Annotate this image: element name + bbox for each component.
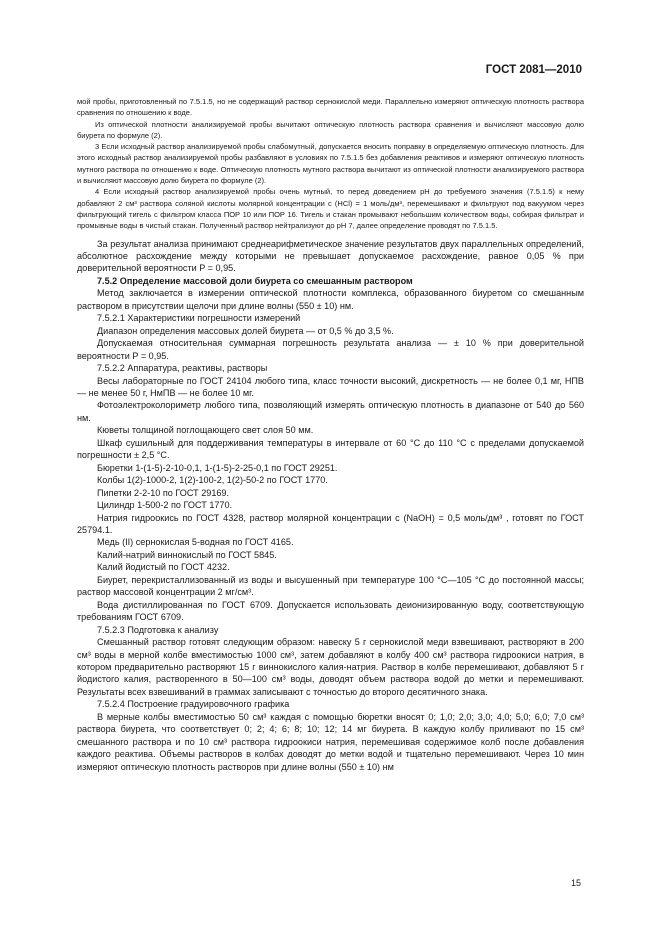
subsection-heading: 7.5.2.2 Аппаратура, реактивы, растворы	[97, 363, 268, 374]
paragraph: Колбы 1(2)-1000-2, 1(2)-100-2, 1(2)-50-2 по ГОСТ 1770.	[97, 475, 328, 486]
paragraph: За результат анализа принимают среднеарифметическое значение результатов двух параллельных определений, абсолютное расхождение между которыми не превышает допускаемое расхождение, равное 0,05 % при доверительной вероятности P = 0,95.	[77, 238, 584, 274]
paragraph: Метод заключается в измерении оптической плотности комплекса, образованного биуретом со смешанным раствором в присутствии щелочи при длине волны (550 ± 10) нм.	[77, 288, 584, 311]
page-number: 15	[570, 878, 581, 888]
paragraph: Фотоэлектроколориметр любого типа, позволяющий измерять оптическую плотность в диапазоне от 540 до 560 нм.	[77, 400, 584, 423]
note-paragraph: мой пробы, приготовленный по 7.5.1.5, но не содержащий раствор сернокислой меди. Параллельно измеряют оптическую плотность раствора сравнения по отношению к воде.	[77, 97, 584, 118]
paragraph: В мерные колбы вместимостью 50 см³ каждая с помощью бюретки вносят 0; 1,0; 2,0; 3,0; 4,0; 5,0; 6,0; 7,0 см³ раствора биурета, что соответствует 0; 2; 4; 6; 8; 10; 12; 14 мг биурета. В каждую колбу приливают по 15 см³ смешанного раствора и по 10 см³ раствора гидроокиси натрия, перемешивая содержимое колб после добавления каждого реактива. Объемы растворов в колбах доводят до метки водой и тщательно перемешивают. Через 10 мин измеряют оптическую плотность растворов при длине волны (550 ± 10) нм	[77, 711, 584, 772]
subsection-heading: 7.5.2.4 Построение градуировочного графика	[97, 699, 290, 710]
paragraph: Допускаемая относительная суммарная погрешность результата анализа — ± 10 % при доверительной вероятности P = 0,95.	[77, 338, 584, 361]
subsection-heading: 7.5.2.3 Подготовка к анализу	[97, 624, 219, 635]
note-paragraph: 4 Если исходный раствор анализируемой пробы очень мутный, то перед доведением pH до требуемого значения (7.5.1.5) к нему добавляют 2 см³ раствора соляной кислоты молярной концентрации c (HCl) = 1 моль/дм³, перемешивают и фильтруют под вакуумом через фильтрующий тигель с фильтром класса ПОР 10 или ПОР 16. Тигель и стакан промывают небольшим количеством воды, собирая фильтрат и промывные воды в чистый стакан. Полученный раствор нейтрализуют до pH 7, далее определение проводят по 7.5.1.5.	[77, 187, 584, 231]
note-paragraph: Из оптической плотности анализируемой пробы вычитают оптическую плотность раствора сравнения и вычисляют массовую долю биурета по формуле (2).	[77, 119, 584, 140]
paragraph: Кюветы толщиной поглощающего свет слоя 50 мм.	[97, 425, 314, 436]
paragraph: Весы лабораторные по ГОСТ 24104 любого типа, класс точности высокий, дискретность — не более 0,1 мг, НПВ — не менее 50 г, НмПВ — не более 10 мг.	[77, 375, 584, 398]
paragraph: Смешанный раствор готовят следующим образом: навеску 5 г сернокислой меди взвешивают, растворяют в 200 см³ воды в мерной колбе вместимостью 1000 см³, затем добавляют в колбу 400 см³ раствора гидроокиси натрия, в котором предварительно растворяют 15 г виннокислого калия-натрия. Раствор в колбе перемешивают, добавляют 5 г йодистого калия, растворенного в 50—100 см³ воды, доводят объем раствора водой до метки и перемешивают. Результаты всех взвешиваний в граммах записывают с точностью до второго десятичного знака.	[77, 637, 584, 697]
paragraph: Вода дистиллированная по ГОСТ 6709. Допускается использовать деионизированную воду, соответствующую требованиям ГОСТ 6709.	[77, 599, 584, 623]
paragraph: Пипетки 2-2-10 по ГОСТ 29169.	[97, 487, 230, 498]
document-header: ГОСТ 2081—2010	[485, 64, 582, 76]
paragraph: Бюретки 1-(1-5)-2-10-0,1, 1-(1-5)-2-25-0,1 по ГОСТ 29251.	[97, 462, 338, 473]
paragraph: Натрия гидроокись по ГОСТ 4328, раствор молярной концентрации c (NaOH) = 0,5 моль/дм³ , готовят по ГОСТ 25794.1.	[77, 512, 584, 535]
section-heading: 7.5.2 Определение массовой доли биурета со смешанным раствором	[97, 275, 413, 286]
main-text	[77, 238, 584, 773]
paragraph: Калий йодистый по ГОСТ 4232.	[97, 562, 230, 573]
subsection-heading: 7.5.2.1 Характеристики погрешности измерений	[97, 313, 301, 324]
notes-block	[77, 96, 584, 232]
page-content	[77, 96, 584, 773]
paragraph: Калий-натрий виннокислый по ГОСТ 5845.	[97, 549, 277, 560]
paragraph: Медь (II) сернокислая 5-водная по ГОСТ 4165.	[97, 537, 294, 548]
paragraph: Шкаф сушильный для поддерживания температуры в интервале от 60 °С до 110 °С с пределами допускаемой погрешности ± 2,5 °С.	[77, 437, 584, 461]
note-paragraph: 3 Если исходный раствор анализируемой пробы слабомутный, допускается вносить поправку в определяемую оптическую плотность. Для этого исходный раствор анализируемой пробы разбавляют в условиях по 7.5.1.5 без добавления реактивов и измеряют оптическую плотность мутного раствора по отношению к воде. Оптическую плотность мутного раствора вычитают из оптической плотности анализируемого раствора и вычисляют массовую долю биурета по формуле (2).	[77, 142, 584, 186]
paragraph: Биурет, перекристаллизованный из воды и высушенный при температуре 100 °С—105 °С до постоянной массы; раствор массовой концентрации 2 мг/см³.	[77, 574, 584, 598]
paragraph: Цилиндр 1-500-2 по ГОСТ 1770.	[97, 500, 233, 511]
paragraph: Диапазон определения массовых долей биурета — от 0,5 % до 3,5 %.	[97, 325, 394, 336]
